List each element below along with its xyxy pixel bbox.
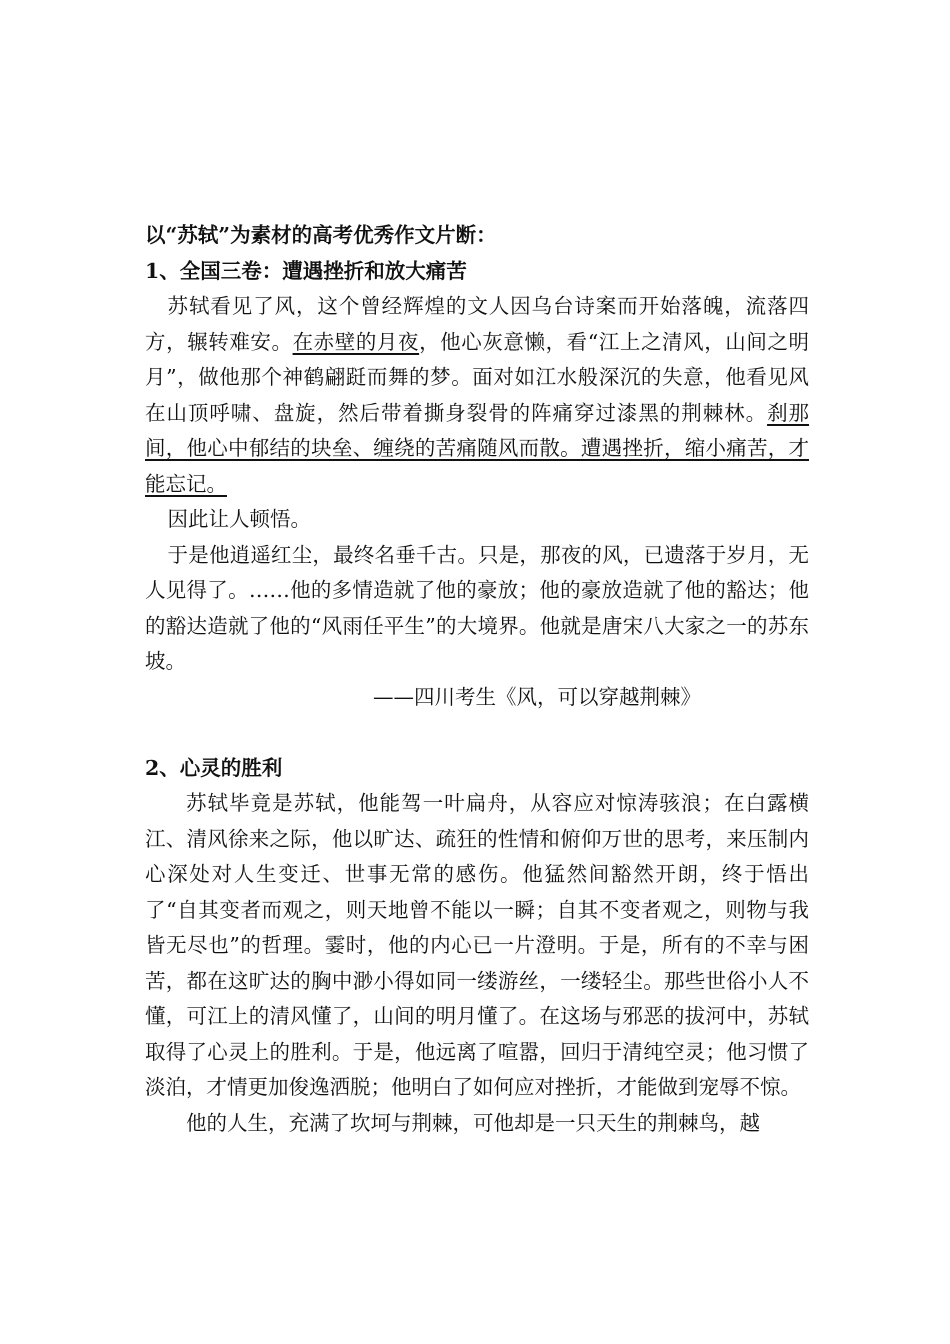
signature: ——四川考生《风，可以穿越荆棘》 bbox=[373, 684, 701, 709]
underlined-phrase: 在赤壁的月夜 bbox=[292, 329, 420, 354]
underlined-sentence: 刹那间，他心中郁结的块垒、缠绕的苦痛随风而散。遭遇挫折，缩小痛苦，才能忘记。 bbox=[145, 400, 810, 496]
section2-heading: 2、心灵的胜利 bbox=[145, 755, 283, 780]
section2-paragraph-1: 苏轼毕竟是苏轼，他能驾一叶扁舟，从容应对惊涛骇浪；在白露横江、清风徐来之际，他以旷达、疏狂的性情和俯仰万世的思考，来压制内心深处对人生变迁、世事无常的感伤。他猛然间豁然开朗，终于悟出了“自其变者而观之，则天地曾不能以一瞬；自其不变者观之，则物与我皆无尽也”的哲理。霎时，他的内心已一片澄明。于是，所有的不幸与困苦，都在这旷达的胸中渺小得如同一缕游丝，一缕轻尘。那些世俗小人不懂，可江上的清风懂了，山间的明月懂了。在这场与邪恶的拔河中，苏轼取得了心灵上的胜利。于是，他远离了喧嚣，回归于清纯空灵；他习惯了淡泊，才情更加俊逸洒脱；他明白了如何应对挫折，才能做到宠辱不惊。 bbox=[145, 791, 809, 1099]
section1-paragraph-1 bbox=[145, 289, 809, 502]
section1-paragraph-3: 于是他逍遥红尘，最终名垂千古。只是，那夜的风，已遗落于岁月，无人见得了。……他的多情造就了他的豪放；他的豪放造就了他的豁达；他的豁达造就了他的“风雨任平生”的大境界。他就是唐宋八大家之一的苏东坡。 bbox=[145, 542, 809, 673]
document-page bbox=[145, 218, 809, 1141]
spacer bbox=[145, 715, 809, 751]
text-segment: 苏轼看见了风，这个曾经辉煌的文人因乌台诗案而开始落魄，流落四方，辗转难安。 bbox=[145, 294, 809, 354]
section2-paragraph-2: 他的人生，充满了坎坷与荆棘，可他却是一只天生的荆棘鸟，越 bbox=[186, 1110, 760, 1135]
section1-heading: 1、全国三卷：遭遇挫折和放大痛苦 bbox=[145, 258, 467, 283]
text-segment: ，他心灰意懒，看“江上之清风，山间之明月”，做他那个神鹤翩跹而舞的梦。面对如江水般深沉的失意，他看见风在山顶呼啸、盘旋，然后带着撕身裂骨的阵痛穿过漆黑的荆棘林。 bbox=[145, 329, 810, 425]
document-title: 以“苏轼”为素材的高考优秀作文片断： bbox=[145, 223, 497, 247]
section1-paragraph-2: 因此让人顿悟。 bbox=[167, 507, 312, 531]
